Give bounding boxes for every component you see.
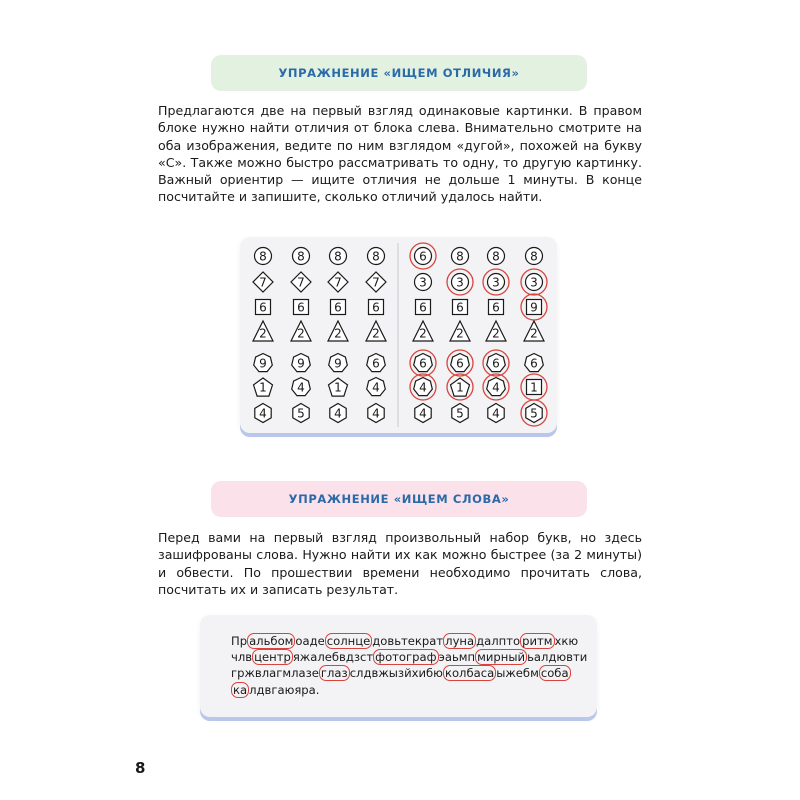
symbol-digit: 4 [297, 380, 305, 395]
symbol-digit: 5 [530, 406, 538, 421]
letters: оаде [295, 634, 325, 648]
letters: эаьмп [438, 650, 476, 664]
symbol-digit: 8 [334, 249, 342, 264]
right-grid-symbol [453, 300, 468, 315]
found-word: колбаса [444, 666, 495, 680]
left-grid-symbol [255, 404, 271, 423]
letters: члв [231, 650, 253, 664]
left-grid-symbol [329, 378, 348, 396]
symbol-digit: 9 [530, 300, 538, 315]
letters: яжалебвдзст [292, 650, 374, 664]
found-word: луна [445, 634, 475, 648]
found-word: фотограф [375, 650, 437, 664]
right-grid-symbol [483, 374, 509, 400]
right-grid-symbol [521, 269, 547, 295]
exercise1-title: УПРАЖНЕНИЕ «ИЩЕМ ОТЛИЧИЯ» [278, 66, 520, 80]
symbol-digit: 2 [372, 326, 380, 341]
found-word: альбом [249, 634, 294, 648]
symbol-digit: 8 [492, 249, 500, 264]
symbol-digit: 6 [492, 356, 500, 371]
symbol-digit: 6 [334, 300, 342, 315]
found-word: ритм [522, 634, 553, 648]
left-grid-symbol [255, 248, 272, 265]
left-grid-symbol [331, 300, 346, 315]
letter-line [231, 683, 319, 697]
symbol-digit: 3 [456, 275, 464, 290]
symbol-digit: 8 [259, 249, 267, 264]
symbol-digit: 6 [492, 300, 500, 315]
differences-card [240, 237, 557, 433]
symbol-digit: 2 [259, 326, 267, 341]
right-grid-symbol [450, 321, 470, 341]
letter-line [231, 634, 578, 648]
left-grid-symbol [369, 300, 384, 315]
right-grid-symbol [410, 374, 436, 400]
symbol-digit: 3 [419, 275, 427, 290]
differences-grid [240, 237, 557, 433]
right-grid-symbol [521, 294, 547, 320]
right-grid-symbol [521, 374, 547, 400]
symbol-digit: 2 [456, 326, 464, 341]
symbol-digit: 1 [530, 380, 538, 395]
symbol-digit: 6 [419, 300, 427, 315]
right-grid-symbol [488, 404, 504, 423]
symbol-digit: 6 [372, 356, 380, 371]
letters: Пр [231, 634, 248, 648]
left-grid-symbol [253, 321, 273, 341]
right-grid-symbol [486, 321, 506, 341]
letter-line [231, 650, 587, 664]
right-grid-symbol [525, 354, 544, 372]
symbol-digit: 6 [372, 300, 380, 315]
symbol-digit: 4 [372, 380, 380, 395]
right-grid-symbol [447, 350, 473, 376]
symbol-digit: 2 [492, 326, 500, 341]
page-number: 8 [135, 759, 146, 777]
symbol-digit: 6 [456, 356, 464, 371]
symbol-digit: 2 [334, 326, 342, 341]
left-grid-symbol [330, 404, 346, 423]
symbol-digit: 5 [456, 406, 464, 421]
left-grid-symbol [256, 300, 271, 315]
symbol-digit: 4 [419, 406, 427, 421]
symbol-digit: 7 [372, 275, 380, 290]
symbol-digit: 5 [297, 406, 305, 421]
symbol-digit: 1 [259, 380, 267, 395]
symbol-digit: 8 [372, 249, 380, 264]
found-word: глаз [320, 666, 348, 680]
right-grid-symbol [447, 374, 473, 400]
right-grid-symbol [447, 269, 473, 295]
exercise2-title-banner [211, 481, 587, 517]
symbol-digit: 8 [530, 249, 538, 264]
symbol-digit: 6 [259, 300, 267, 315]
symbol-digit: 7 [259, 275, 267, 290]
symbol-digit: 6 [419, 249, 427, 264]
right-grid-symbol [415, 274, 432, 291]
left-grid-symbol [291, 272, 311, 292]
symbol-digit: 4 [492, 380, 500, 395]
left-grid-symbol [366, 272, 386, 292]
symbol-digit: 4 [419, 380, 427, 395]
exercise2-instructions: Перед вами на первый взгляд произвольный набор букв, но здесь зашифрованы слова. Нужно найти их как можно быстрее (за 2 минуты) и обвести. По прошествии времени необходимо прочитать слова, посчитать их и записать результат. [158, 530, 642, 597]
left-grid-symbol [328, 272, 348, 292]
letters: хкю [554, 634, 579, 648]
left-grid-symbol [366, 321, 386, 341]
left-grid-symbol [254, 354, 273, 372]
left-grid-symbol [329, 354, 348, 372]
left-grid-symbol [292, 354, 311, 372]
word-search-card [200, 615, 597, 717]
right-grid-symbol [410, 243, 436, 269]
left-grid-symbol [293, 404, 309, 423]
right-grid-symbol [413, 321, 433, 341]
symbol-digit: 6 [530, 356, 538, 371]
left-grid-symbol [330, 248, 347, 265]
right-grid-symbol [452, 404, 468, 423]
symbol-digit: 6 [419, 356, 427, 371]
left-grid-symbol [367, 378, 386, 396]
symbol-digit: 2 [297, 326, 305, 341]
symbol-digit: 6 [297, 300, 305, 315]
found-word: солнце [326, 634, 371, 648]
symbol-digit: 2 [530, 326, 538, 341]
symbol-digit: 8 [456, 249, 464, 264]
right-grid-symbol [416, 300, 431, 315]
symbol-digit: 8 [297, 249, 305, 264]
right-grid-symbol [488, 248, 505, 265]
right-grid-symbol [524, 321, 544, 341]
left-grid-symbol [367, 354, 386, 372]
letter-line [231, 666, 571, 680]
right-grid-symbol [483, 269, 509, 295]
symbol-digit: 9 [334, 356, 342, 371]
letters: ыжебм [496, 666, 539, 680]
left-grid-symbol [368, 404, 384, 423]
symbol-digit: 7 [297, 275, 305, 290]
letters: лдвгаюяра. [249, 683, 320, 697]
left-grid-symbol [328, 321, 348, 341]
symbol-digit: 3 [492, 275, 500, 290]
right-grid-symbol [489, 300, 504, 315]
exercise1-title-banner [211, 55, 587, 91]
symbol-digit: 4 [334, 406, 342, 421]
symbol-digit: 4 [259, 406, 267, 421]
letters: довьтекрат [372, 634, 444, 648]
symbol-digit: 4 [372, 406, 380, 421]
right-grid-symbol [526, 248, 543, 265]
symbol-digit: 9 [297, 356, 305, 371]
right-grid-symbol [452, 248, 469, 265]
symbol-digit: 4 [492, 406, 500, 421]
left-grid-symbol [293, 248, 310, 265]
found-word: ка [233, 683, 248, 697]
symbol-digit: 1 [334, 380, 342, 395]
left-grid-symbol [291, 321, 311, 341]
letters: слдвжызйхибю [349, 666, 443, 680]
exercise2-title: УПРАЖНЕНИЕ «ИЩЕМ СЛОВА» [288, 492, 510, 506]
symbol-digit: 9 [259, 356, 267, 371]
symbol-digit: 3 [530, 275, 538, 290]
symbol-digit: 6 [456, 300, 464, 315]
found-word: центр [254, 650, 291, 664]
letters: гржвлагмлазе [231, 666, 319, 680]
left-grid-symbol [368, 248, 385, 265]
right-grid-symbol [415, 404, 431, 423]
symbol-digit: 1 [456, 380, 464, 395]
right-grid-symbol [483, 350, 509, 376]
letters: ьалдювти [527, 650, 588, 664]
left-grid-symbol [253, 272, 273, 292]
left-grid-symbol [292, 378, 311, 396]
symbol-digit: 2 [419, 326, 427, 341]
symbol-digit: 7 [334, 275, 342, 290]
exercise1-instructions: Предлагаются две на первый взгляд одинаковые картинки. В правом блоке нужно найти отличия от блока слева. Внимательно смотрите на оба изображения, ведите по ним взглядом «дугой», похожей на букву «С». Также можно быстро рассматривать то одну, то другую картинку. Важный ориентир — ищите отличия не дольше 1 минуты. В конце посчитайте и запишите, сколько отличий удалось найти. [158, 103, 642, 205]
left-grid-symbol [294, 300, 309, 315]
right-grid-symbol [521, 400, 547, 426]
letters: далпто [476, 634, 521, 648]
left-grid-symbol [254, 378, 273, 396]
found-word: мирный [477, 650, 526, 664]
found-word: соба [540, 666, 569, 680]
right-grid-symbol [410, 350, 436, 376]
